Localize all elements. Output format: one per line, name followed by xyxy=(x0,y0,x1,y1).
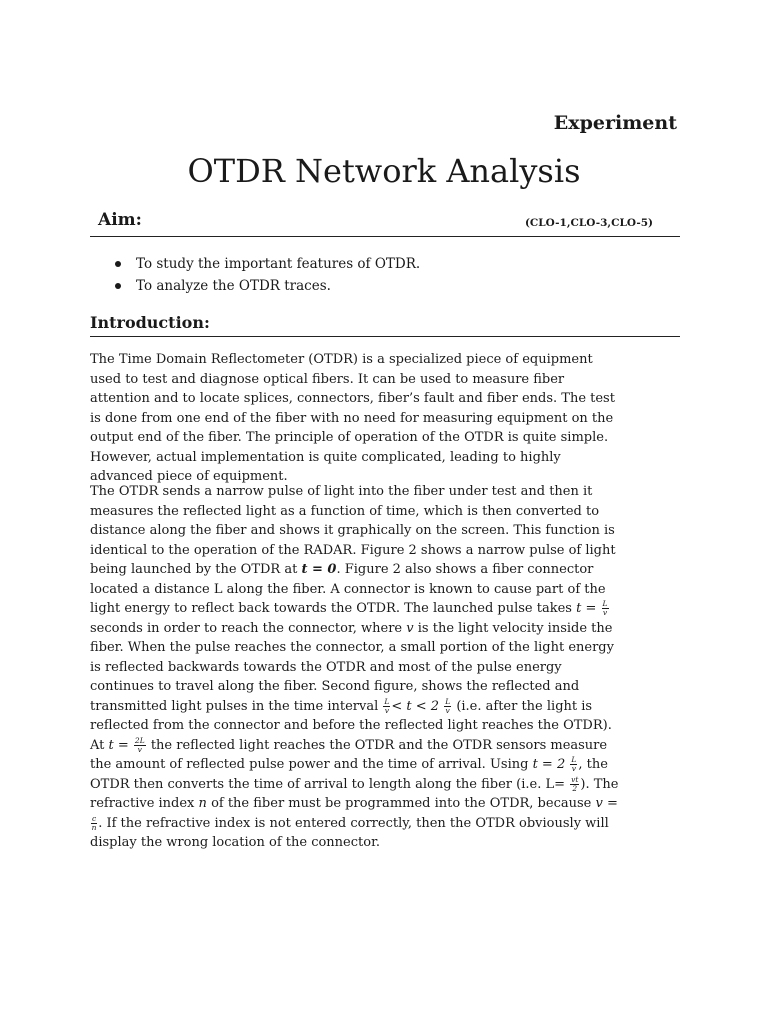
fraction-numerator: L xyxy=(384,696,390,706)
fraction-denominator: v xyxy=(445,705,450,715)
text-run: of the fiber must be programmed into the OTDR, because xyxy=(211,796,592,811)
math-t-equals: t = xyxy=(108,737,129,753)
fraction-numerator: vt xyxy=(571,774,579,784)
fraction-denominator: v xyxy=(571,764,576,773)
intro-paragraph-2 xyxy=(90,482,620,853)
text-run: the reflected light reaches the OTDR and the OTDR sensors measure the amount of reflected pulse power and the time of arrival. Using xyxy=(90,737,608,772)
math-t-zero: t = 0 xyxy=(301,562,337,577)
fraction-l-over-v xyxy=(570,756,577,773)
list-item: To analyze the OTDR traces. xyxy=(110,275,420,297)
fraction-2l-over-v xyxy=(134,737,146,754)
math-inequality: < t < 2 xyxy=(391,698,440,714)
aim-section-header xyxy=(90,210,680,237)
math-v-equals: v = xyxy=(595,796,618,811)
text-run: seconds in order to reach the connector, where xyxy=(90,620,403,636)
math-v: v xyxy=(406,620,414,636)
text-run: (i.e. after the light is reflected from the connector and before the reflected light reaches the OTDR). At xyxy=(90,698,612,753)
math-t-equals: t = xyxy=(576,601,597,616)
fraction-numerator: L xyxy=(445,696,451,706)
fraction-denominator: v xyxy=(384,705,389,715)
fraction-numerator: L xyxy=(602,599,608,608)
fraction-l-over-v xyxy=(602,600,609,617)
intro-paragraph-1: The Time Domain Reflectometer (OTDR) is a specialized piece of equipment used to test and diagnose optical fibers. It can be used to measure fiber attention and to locate splices, connectors, fiber’s fault and fiber ends. The test is done from one end of the fiber with no need for measuring equipment on the output end of the fiber. The principle of operation of the OTDR is quite simple. However, actual implementation is quite complicated, leading to highly advanced piece of equipment. xyxy=(90,352,615,484)
text-run: is the light velocity inside the fiber. When the pulse reaches the connector, a small portion of the light energy is reflected backwards towards the OTDR and most of the pulse energy continues to travel along the fiber. Second figure, shows the reflected and transmitted light pulses in the time interval xyxy=(90,620,614,714)
fraction-l-over-v xyxy=(444,698,451,715)
aim-heading: Aim: xyxy=(98,210,142,230)
fraction-c-over-n xyxy=(91,815,97,832)
fraction-denominator: 2 xyxy=(572,783,578,793)
fraction-numerator: c xyxy=(92,813,97,823)
text-run: ). The refractive index xyxy=(90,776,619,811)
experiment-label: Experiment xyxy=(553,112,677,134)
fraction-numerator: 2L xyxy=(134,735,145,745)
introduction-heading: Introduction: xyxy=(90,313,210,332)
fraction-denominator: n xyxy=(91,822,97,832)
list-item: To study the important features of OTDR. xyxy=(110,253,420,275)
fraction-numerator: L xyxy=(571,755,577,764)
clo-reference: (CLO-1,CLO-3,CLO-5) xyxy=(524,217,653,229)
page-title: OTDR Network Analysis xyxy=(187,152,581,190)
introduction-section-header xyxy=(90,312,680,337)
math-t-equals-2: t = 2 xyxy=(532,757,566,772)
text-run: . Figure 2 also shows a fiber connector located a distance L along the fiber. A connector is known to cause part of the light energy to reflect back towards the OTDR. The launched pulse takes xyxy=(90,562,606,616)
aim-list xyxy=(110,253,420,297)
fraction-l-over-v xyxy=(383,698,390,715)
fraction-vt-over-2 xyxy=(570,776,579,793)
text-run: . If the refractive index is not entered correctly, then the OTDR obviously will display the wrong location of the connector. xyxy=(90,815,609,850)
math-n: n xyxy=(198,796,207,811)
fraction-denominator: v xyxy=(137,744,142,754)
text-run: , the OTDR then converts the time of arrival to length along the fiber (i.e. L= xyxy=(90,757,608,792)
text-run: The OTDR sends a narrow pulse of light into the fiber under test and then it measures the reflected light as a function of time, which is then converted to distance along the fiber and shows it graphically on the screen. This function is identical to the operation of the RADAR. Figure 2 shows a narrow pulse of light being launched by the OTDR at xyxy=(90,484,616,577)
fraction-denominator: v xyxy=(602,608,608,617)
